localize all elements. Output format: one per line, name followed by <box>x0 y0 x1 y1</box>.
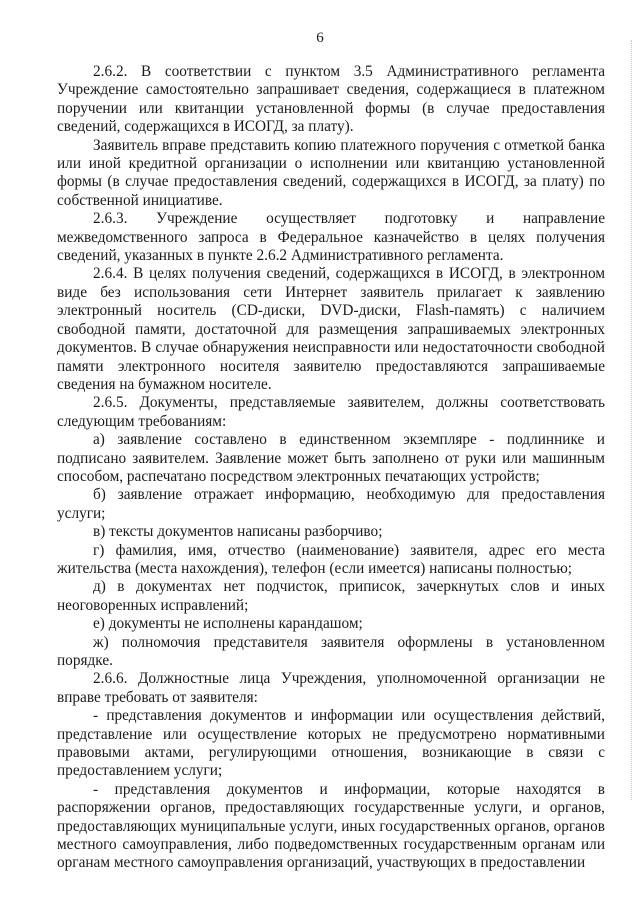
paragraph-2-6-5: 2.6.5. Документы, представляемые заявителем, должны соответствовать следующим требованиям: <box>57 394 605 430</box>
paragraph-2-6-3: 2.6.3. Учреждение осуществляет подготовку и направление межведомственного запроса в Федеральное казначейство в целях получения сведений, указанных в пункте 2.6.2 Административного регламента. <box>57 210 605 265</box>
requirement-a: а) заявление составлено в единственном экземпляре - подлиннике и подписано заявителем. Заявление может быть заполнено от руки или машинным способом, распечатано посредством электронных печатающих устройств; <box>57 431 605 485</box>
paragraph-2-6-6: 2.6.6. Должностные лица Учреждения, уполномоченной организации не вправе требовать от заявителя: <box>57 670 605 706</box>
requirement-v: в) тексты документов написаны разборчиво; <box>93 523 383 541</box>
page-number: 6 <box>316 30 324 46</box>
paragraph-2-6-4: 2.6.4. В целях получения сведений, содержащихся в ИСОГД, в электронном виде без использования сети Интернет заявитель прилагает к заявлению электронный носитель (CD-диски, DVD-диски, Flash-память) с наличием свободной памяти, достаточной для размещения запрашиваемых электронных документов. В случае обнаружения неисправности или недостаточности свободной памяти электронного носителя заявителю предоставляются запрашиваемые сведения на бумажном носителе. <box>57 265 605 393</box>
paragraph-applicant-right: Заявитель вправе представить копию платежного поручения с отметкой банка или иной кредитной организации о исполнении или квитанцию установленной формы (в случае предоставления сведений, содержащихся в ИСОГД, за плату) по собственной инициативе. <box>57 136 605 209</box>
document-body <box>57 63 605 873</box>
prohibition-item-2: - представления документов и информации, которые находятся в распоряжении органов, предоставляющих государственные услуги, и органов, предоставляющих муниципальные услуги, иных государственных органов, органов местного самоуправления, либо подведомственных государственным органам или органам местного самоуправления организаций, участвующих в предоставлении <box>57 780 605 872</box>
requirement-b: б) заявление отражает информацию, необходимую для предоставления услуги; <box>57 486 605 522</box>
scan-edge-marks <box>629 40 632 800</box>
paragraph-2-6-2: 2.6.2. В соответствии с пунктом 3.5 Административного регламента Учреждение самостоятельно запрашивает сведения, содержащиеся в платежном поручении или квитанции установленной формы (в случае предоставления сведений, содержащихся в ИСОГД, за плату). <box>57 63 605 136</box>
requirement-d: д) в документах нет подчисток, приписок, зачеркнутых слов и иных неоговоренных исправлений; <box>57 578 605 614</box>
prohibition-item-1: - представления документов и информации или осуществления действий, представление или осуществление которых не предусмотрено нормативными правовыми актами, регулирующими отношения, возникающие в связи с предоставлением услуги; <box>57 707 605 780</box>
requirement-zh: ж) полномочия представителя заявителя оформлены в установленном порядке. <box>57 633 605 669</box>
requirement-e: е) документы не исполнены карандашом; <box>93 615 363 633</box>
requirement-g: г) фамилия, имя, отчество (наименование) заявителя, адрес его места жительства (места нахождения), телефон (если имеется) написаны полностью; <box>57 541 605 577</box>
